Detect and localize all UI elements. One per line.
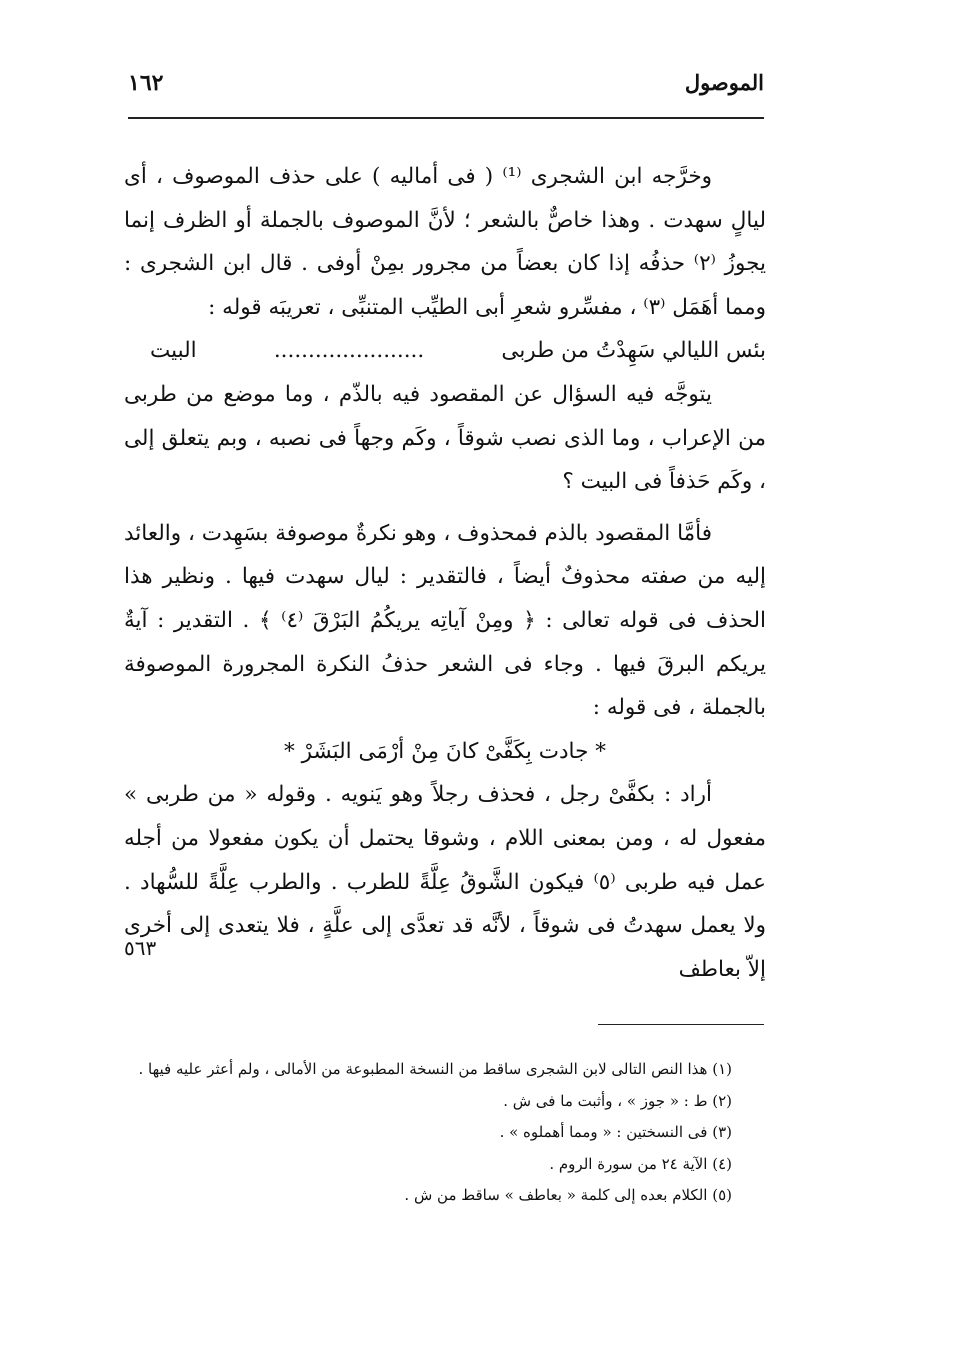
verse-1-text: بئس الليالي سَهِدْتُ من طربى bbox=[501, 338, 766, 364]
footnote-rule bbox=[598, 1024, 764, 1025]
verse-line-2: * جادت بِكَفَّىْ كانَ مِنْ أرْمَى البَشَرْ * bbox=[284, 738, 606, 764]
footnote-5: (٥) الكلام بعده إلى كلمة « بعاطف » ساقط من ش . bbox=[404, 1186, 732, 1204]
footnotes bbox=[124, 1054, 732, 1212]
verse-1-dots: ...................... bbox=[273, 338, 425, 364]
paragraph-2: يتوجَّه فيه السؤال عن المقصود فيه بالذّم ، وما موضع من طربى من الإعراب ، وما الذى نصب شوقاً ، وكَم وجهاً فى نصبه ، وبم يتعلق إلى ، وكَم حَذفاً فى البيت ؟ bbox=[124, 381, 766, 495]
margin-reference-number: ٥٦٣ bbox=[124, 936, 157, 960]
paragraph-4: أراد : بكفَّىْ رجل ، فحذف رجلاً وهو يَنويه . وقوله « من طربى » مفعول له ، ومن بمعنى اللام ، وشوقا يحتمل أن يكون مفعولا من أجله عمل فيه طربى ⁽٥⁾ فيكون الشَّوقُ عِلَّةً للطرب . والطرب عِلَّةً للسُّهاد . ولا يعمل سهدتُ فى شوقاً ، لأنَّه قد تعدَّى إلى علَّةٍ ، فلا يتعدى إلى أخرى إلاّ بعاطف bbox=[124, 782, 766, 982]
footnote-2: (٢) ط : « جوز » ، وأثبت ما فى ش . bbox=[503, 1091, 732, 1110]
main-text bbox=[124, 155, 766, 991]
footnote-3: (٣) فى النسختين : « ومما أهملوه » . bbox=[499, 1123, 732, 1141]
paragraph-3: فأمَّا المقصود بالذم فمحذوف ، وهو نكرةٌ موصوفة بسَهِدت ، والعائد إليه من صفته محذوفٌ أيضاً ، فالتقدير : ليال سهدت فيها . ونظير هذا الحذف فى قوله تعالى : ﴿ ومِنْ آياتِه يريكُمُ البَرْقَ ⁽٤⁾ ﴾ . التقدير : آيةٌ يريكم البرقَ فيها . وجاء فى الشعر حذفُ النكرة المجرورة الموصوفة بالجملة ، فى قوله : bbox=[124, 520, 766, 721]
footnote-1: (١) هذا النص التالى لابن الشجرى ساقط من النسخة المطبوعة من الأمالى ، ولم أعثر عليه فيها . bbox=[138, 1060, 732, 1078]
header-rule bbox=[128, 117, 764, 119]
verse-1-label: البيت bbox=[150, 338, 197, 364]
page-header bbox=[128, 62, 764, 108]
running-head: الموصول bbox=[684, 70, 764, 95]
footnote-4: (٤) الآية ٢٤ من سورة الروم . bbox=[549, 1154, 732, 1173]
paragraph-1: وخرَّجه ابن الشجرى ⁽¹⁾ ( فى أماليه ) على حذف الموصوف ، أى ليالٍ سهدت . وهذا خاصٌّ بالشعر ؛ لأنَّ الموصوف بالجملة أو الظرف إنما يجوزُ ⁽٢⁾ حذفُه إذا كان بعضاً من مجرور بمِنْ أوفى . قال ابن الشجرى : ومما أهَمَل ⁽٣⁾ ، مفسِّرو شعرِ أبى الطيِّب المتنبِّى ، تعريبَه قوله : bbox=[124, 164, 766, 320]
page-number: ١٦٢ bbox=[128, 70, 164, 96]
verse-line-1 bbox=[124, 329, 766, 373]
